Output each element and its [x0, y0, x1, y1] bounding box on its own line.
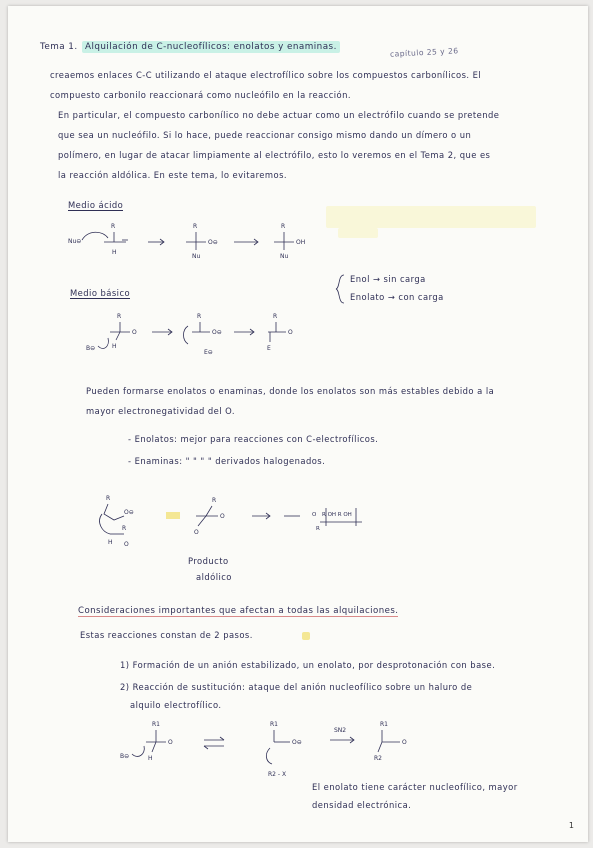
svg-text:H: H: [112, 343, 117, 350]
enolato-note: Enolato → con carga: [350, 292, 444, 302]
svg-text:R: R: [117, 313, 122, 320]
highlight-dash: [302, 632, 310, 640]
heading-medio-acido: Medio ácido: [68, 200, 124, 210]
svg-text:O⊖: O⊖: [292, 739, 302, 746]
svg-text:O: O: [402, 739, 407, 746]
svg-text:R OH R OH: R OH R OH: [322, 512, 352, 518]
svg-text:H: H: [108, 539, 113, 546]
final-line-2: densidad electrónica.: [312, 800, 412, 810]
o-minus-label: O⊖: [208, 239, 218, 246]
r1-label: R1: [152, 721, 160, 728]
svg-text:O: O: [220, 513, 225, 520]
bleed-through: [338, 228, 378, 238]
r2-label: R2: [374, 755, 382, 762]
sn2-label: SN2: [334, 727, 347, 734]
electrophile-label: E⊖: [204, 349, 213, 356]
svg-text:R: R: [281, 223, 286, 230]
brace-icon: [334, 274, 348, 304]
page-number: 1: [568, 821, 574, 830]
svg-text:Nu: Nu: [280, 253, 289, 260]
svg-text:O⊖: O⊖: [212, 329, 222, 336]
paso-2-line-1: 2) Reacción de sustitución: ataque del anión nucleofílico sobre un haluro de: [120, 682, 473, 692]
svg-text:Nu: Nu: [192, 253, 201, 260]
svg-text:O: O: [124, 541, 129, 548]
svg-text:R1: R1: [380, 721, 388, 728]
h-label: H: [112, 249, 117, 256]
producto-label: Producto: [188, 556, 229, 566]
paso-1: 1) Formación de un anión estabilizado, un enolato, por desprotonación con base.: [120, 660, 496, 670]
scheme-medio-basico: [86, 306, 316, 362]
intro-line-6: la reacción aldólica. En este tema, lo evitaremos.: [58, 170, 288, 180]
svg-text:R: R: [193, 223, 198, 230]
intro-line-3: En particular, el compuesto carbonílico no debe actuar como un electrófilo cuando se pretende: [58, 110, 500, 120]
curved-arrow: [98, 338, 108, 348]
curved-arrow: [82, 232, 108, 240]
highlight-dash: [166, 512, 180, 519]
svg-text:R: R: [122, 525, 127, 532]
svg-text:E: E: [267, 345, 271, 352]
r-label: R: [111, 223, 116, 230]
scheme-medio-acido: [68, 218, 338, 264]
svg-text:O: O: [288, 329, 293, 336]
svg-text:O: O: [168, 739, 173, 746]
tema-label: Tema 1.: [40, 42, 78, 52]
nu-anion-label: Nu⊖: [68, 238, 82, 245]
enol-text-line-2: mayor electronegatividad del O.: [86, 406, 235, 416]
svg-text:R: R: [273, 313, 278, 320]
svg-text:O⊖: O⊖: [124, 509, 134, 516]
svg-text:R: R: [197, 313, 202, 320]
bullet-enolatos: - Enolatos: mejor para reacciones con C-electrofílicos.: [128, 434, 379, 444]
intro-line-4: que sea un nucleófilo. Si lo hace, puede reaccionar consigo mismo dando un dímero o un: [58, 130, 472, 140]
svg-text:R: R: [212, 497, 217, 504]
svg-text:R: R: [316, 526, 320, 532]
intro-line-2: compuesto carbonilo reaccionará como nucleófilo en la reacción.: [50, 90, 351, 100]
paso-2-line-2: alquilo electrofílico.: [130, 700, 222, 710]
oh-label: OH: [296, 239, 306, 246]
page-title: Alquilación de C-nucleofílicos: enolatos y enaminas.: [82, 41, 340, 53]
notebook-page: [8, 6, 588, 842]
r2x-label: R2 - X: [268, 771, 287, 778]
svg-text:H: H: [148, 755, 153, 762]
final-line-1: El enolato tiene carácter nucleofílico, mayor: [312, 782, 518, 792]
svg-text:O: O: [194, 529, 199, 536]
svg-text:B⊖: B⊖: [120, 753, 130, 760]
svg-text:O: O: [132, 329, 137, 336]
svg-text:R1: R1: [270, 721, 278, 728]
capitulo-note: capítulo 25 y 26: [389, 46, 459, 59]
svg-text:O: O: [312, 512, 317, 518]
pasos-line: Estas reacciones constan de 2 pasos.: [80, 630, 253, 640]
enol-note: Enol → sin carga: [350, 274, 426, 284]
enol-text-line-1: Pueden formarse enolatos o enaminas, donde los enolatos son más estables debido a la: [86, 386, 495, 396]
scheme-aldol: [94, 492, 364, 554]
intro-line-5: polímero, en lugar de atacar limpiamente al electrófilo, esto lo veremos en el Tema 2, que es: [58, 150, 491, 160]
bullet-enaminas: - Enaminas: " " " " derivados halogenados.: [128, 456, 326, 466]
heading-medio-basico: Medio básico: [70, 288, 131, 298]
heading-consideraciones: Consideraciones importantes que afectan a todas las alquilaciones.: [78, 606, 399, 616]
aldolico-label: aldólico: [196, 572, 232, 582]
intro-line-1: creaemos enlaces C-C utilizando el ataque electrofílico sobre los compuestos carbonílicos. El: [50, 70, 482, 80]
base-label: B⊖: [86, 345, 96, 352]
svg-text:R: R: [106, 495, 111, 502]
bleed-through: [326, 206, 536, 228]
scheme-alquilacion: [120, 718, 420, 782]
